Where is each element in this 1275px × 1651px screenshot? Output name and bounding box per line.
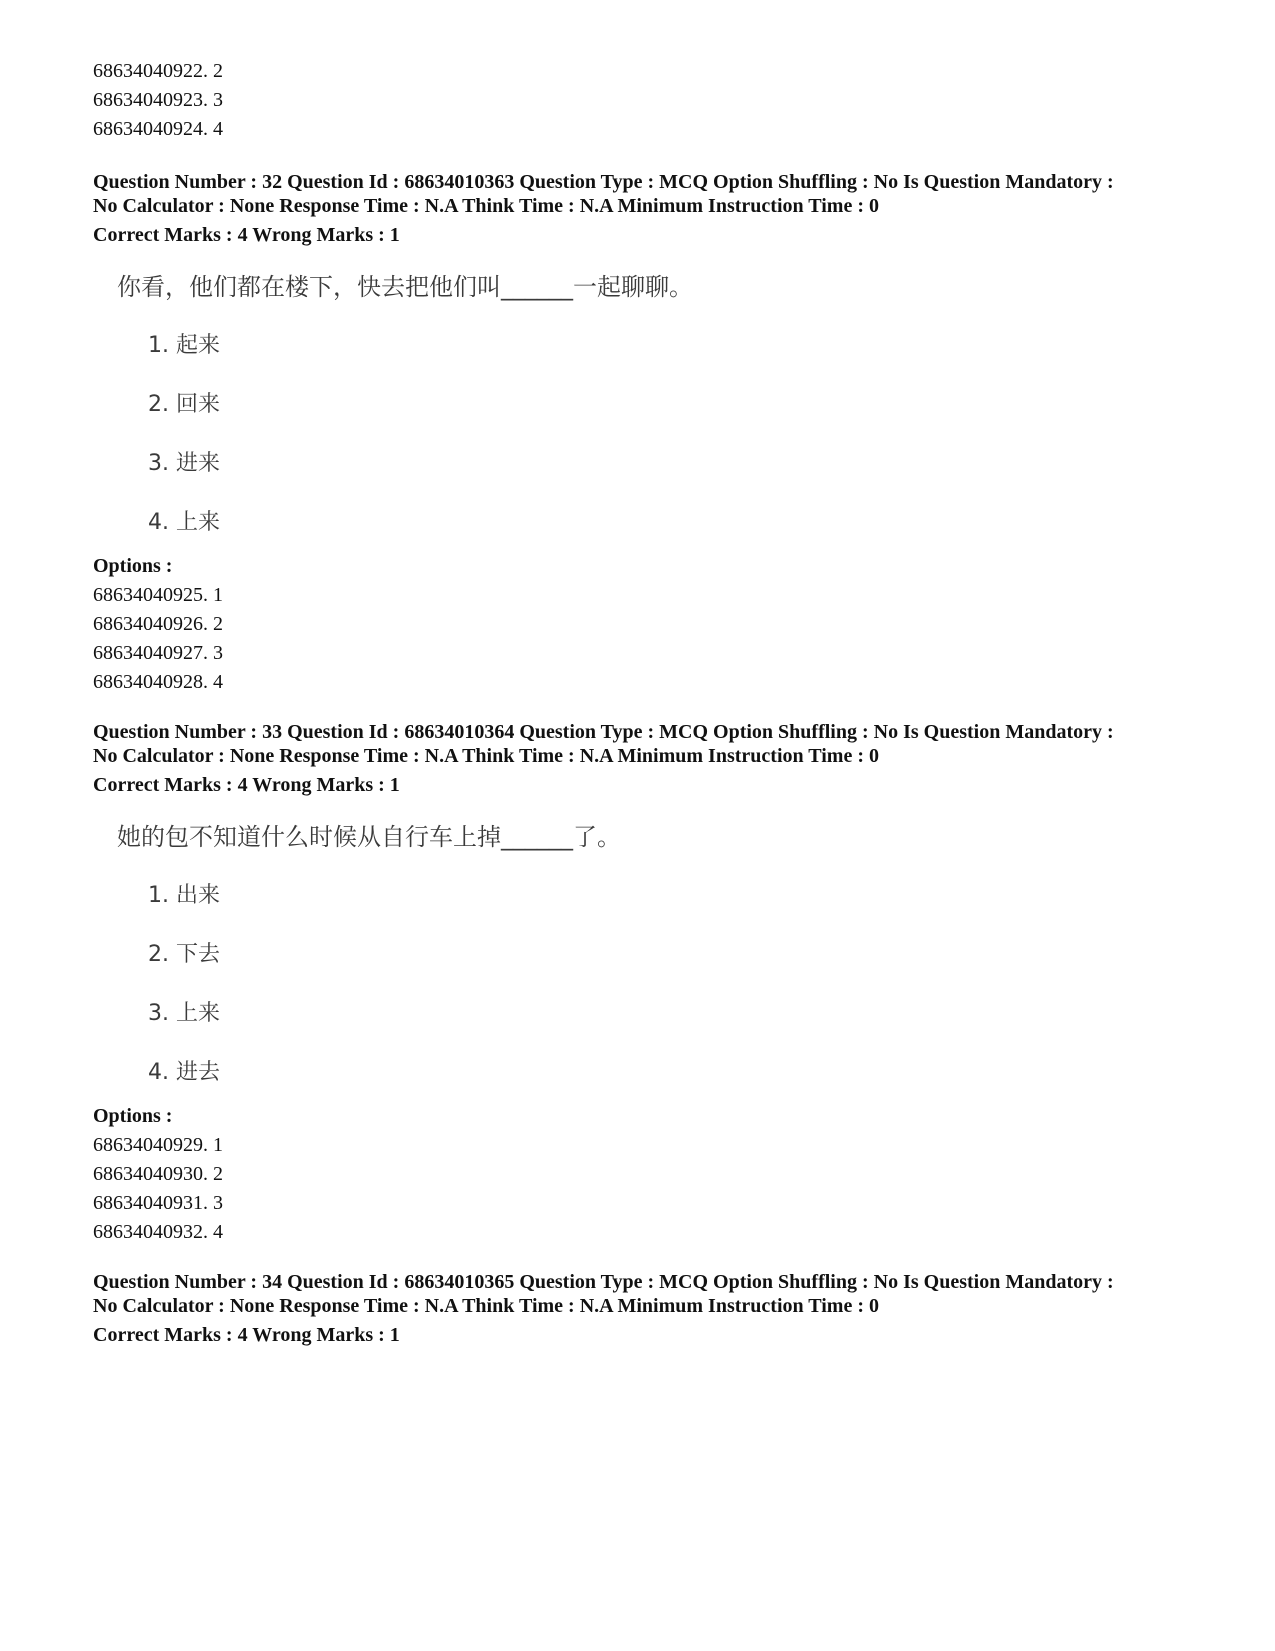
options-label: Options : [93,555,173,577]
choice-item: 2. 回来 [148,392,220,417]
question-33-content [117,822,621,1088]
option-line: 68634040930. 2 [93,1163,223,1185]
question-marks: Correct Marks : 4 Wrong Marks : 1 [93,774,400,796]
question-34-header [93,1270,1203,1347]
question-meta-line-2: No Calculator : None Response Time : N.A Think Time : N.A Minimum Instruction Time : 0 [93,1295,879,1317]
choice-item: 3. 进来 [148,451,220,476]
choice-item: 2. 下去 [148,942,220,967]
option-line: 68634040928. 4 [93,671,223,693]
options-label: Options : [93,1105,173,1127]
option-line: 68634040925. 1 [93,584,223,606]
option-line: 68634040932. 4 [93,1221,223,1243]
question-32-header [93,170,1203,247]
choice-item: 1. 出来 [148,883,220,908]
question-32-content [117,272,693,538]
question-meta-line-2: No Calculator : None Response Time : N.A Think Time : N.A Minimum Instruction Time : 0 [93,745,879,767]
question-meta-line-1: Question Number : 32 Question Id : 68634010363 Question Type : MCQ Option Shuffling : No Is Question Mandatory : [93,171,1114,193]
choice-item: 4. 进去 [148,1060,220,1085]
question-marks: Correct Marks : 4 Wrong Marks : 1 [93,1324,400,1346]
previous-question-options [93,57,223,144]
choice-item: 4. 上来 [148,510,220,535]
question-stem: 她的包不知道什么时候从自行车上掉______了。 [117,823,621,851]
option-line: 68634040924. 4 [93,118,223,140]
question-meta-line-1: Question Number : 33 Question Id : 68634010364 Question Type : MCQ Option Shuffling : No Is Question Mandatory : [93,721,1114,743]
option-line: 68634040931. 3 [93,1192,223,1214]
question-32-options [93,552,223,697]
choice-item: 3. 上来 [148,1001,220,1026]
question-33-options [93,1102,223,1247]
option-line: 68634040927. 3 [93,642,223,664]
option-line: 68634040926. 2 [93,613,223,635]
question-meta-line-1: Question Number : 34 Question Id : 68634010365 Question Type : MCQ Option Shuffling : No Is Question Mandatory : [93,1271,1114,1293]
question-stem: 你看，他们都在楼下，快去把他们叫______一起聊聊。 [117,273,693,301]
question-meta-line-2: No Calculator : None Response Time : N.A Think Time : N.A Minimum Instruction Time : 0 [93,195,879,217]
question-33-header [93,720,1203,797]
option-line: 68634040929. 1 [93,1134,223,1156]
question-marks: Correct Marks : 4 Wrong Marks : 1 [93,224,400,246]
option-line: 68634040922. 2 [93,60,223,82]
option-line: 68634040923. 3 [93,89,223,111]
choice-item: 1. 起来 [148,333,220,358]
